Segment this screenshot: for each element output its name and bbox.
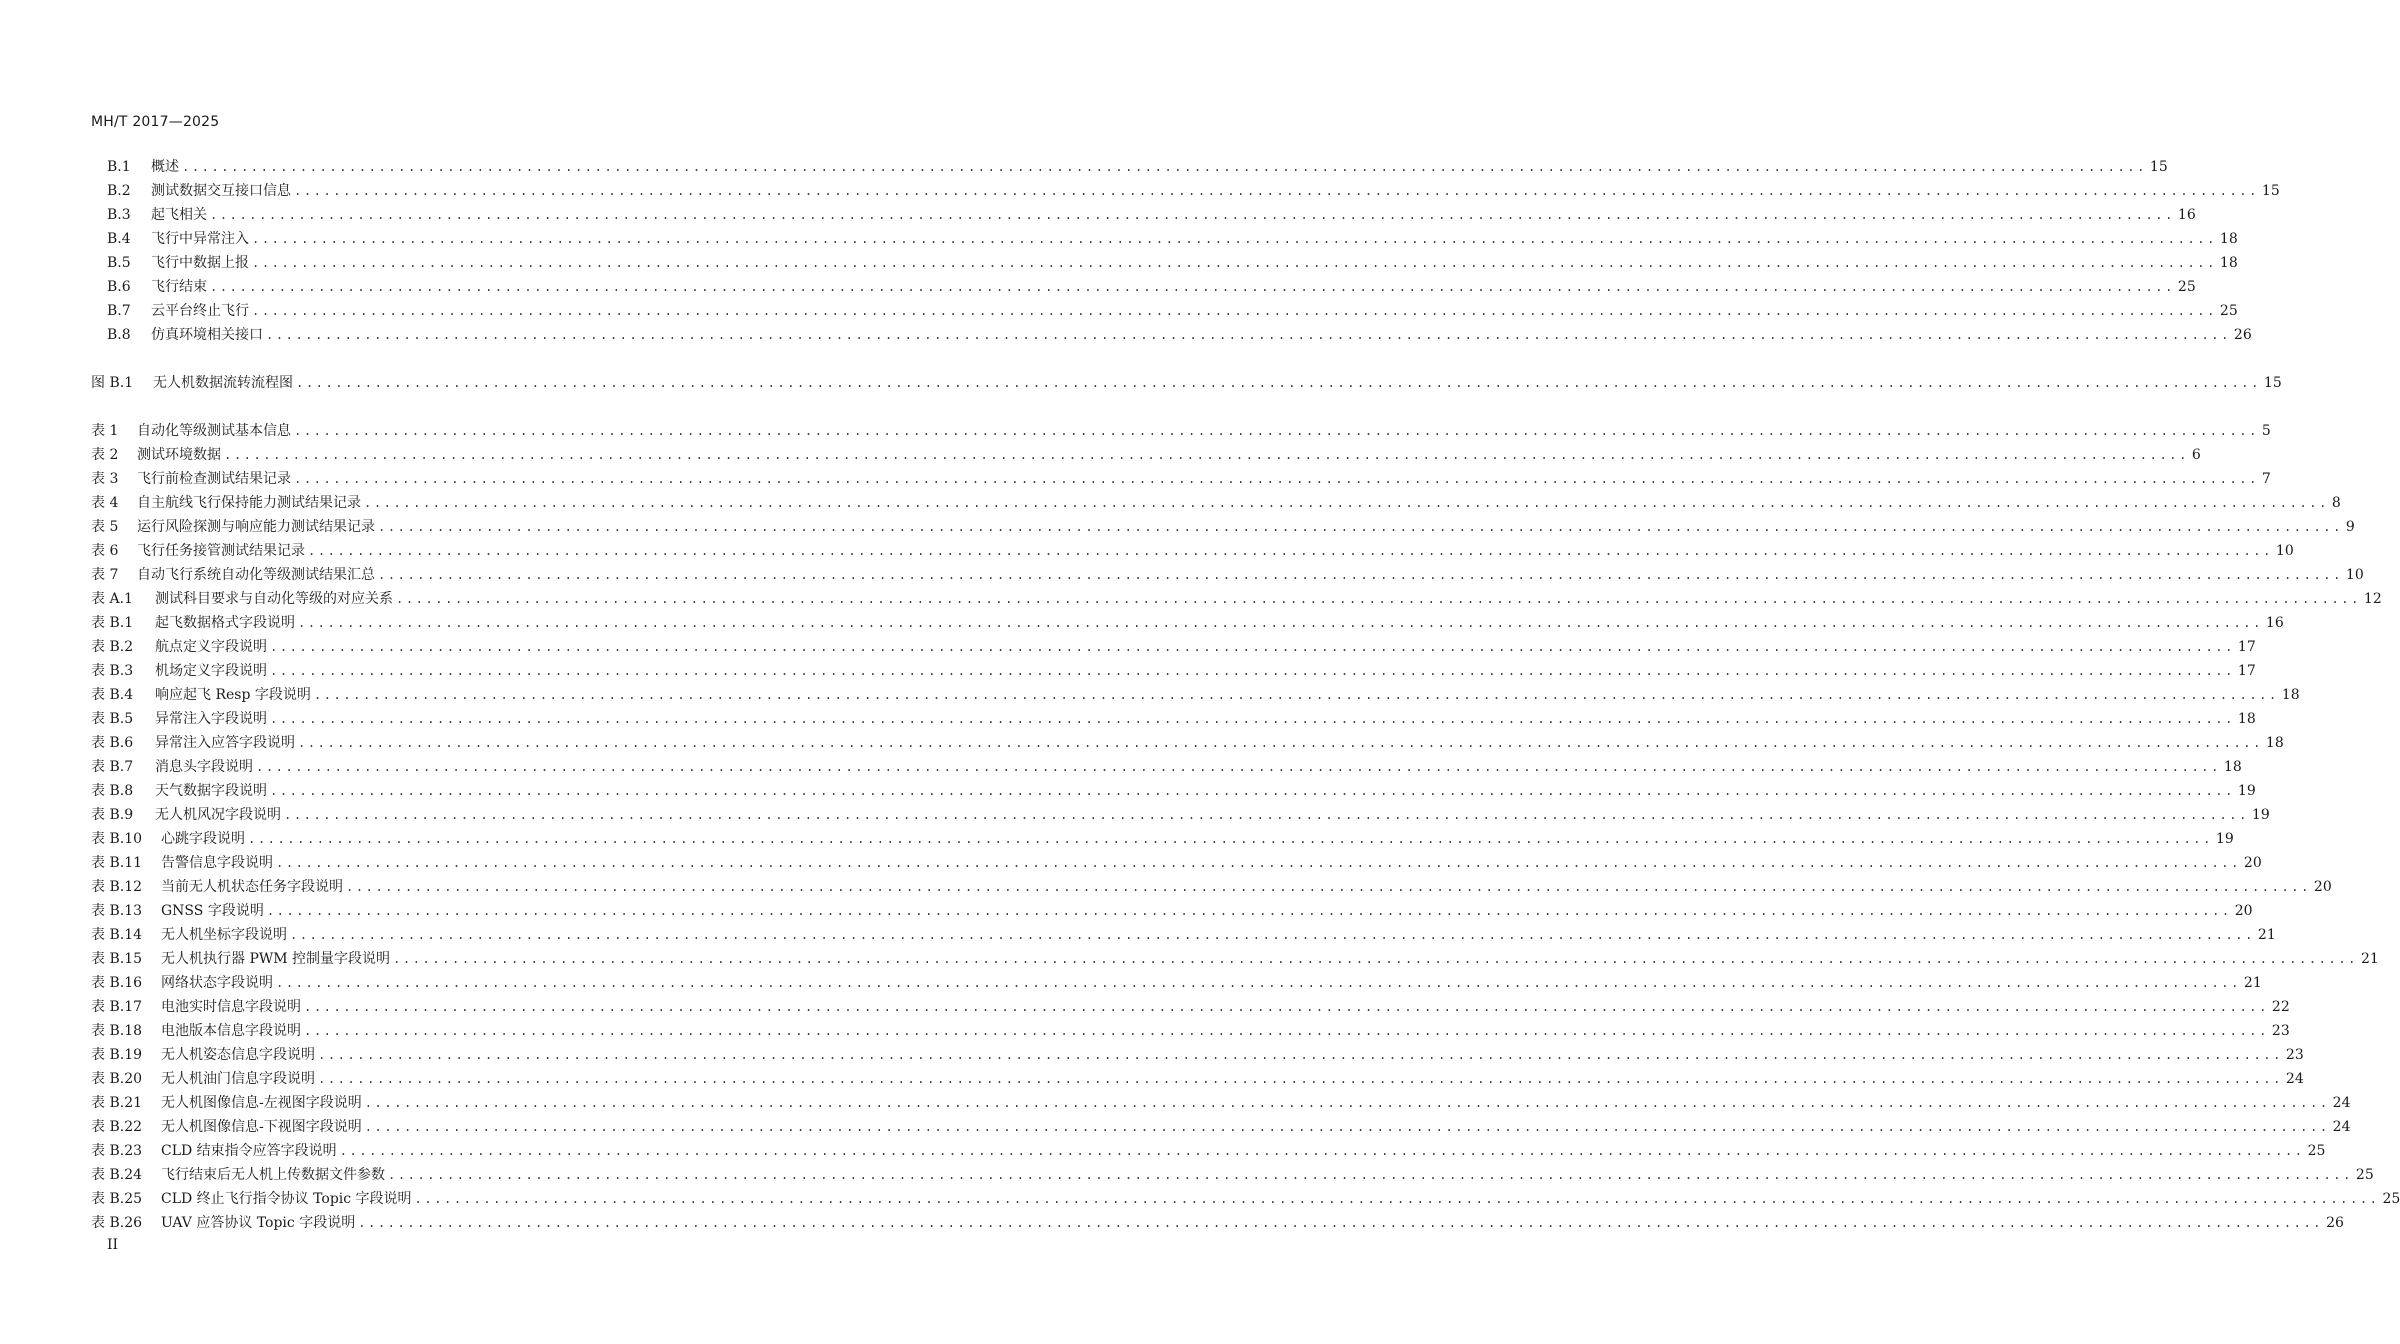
toc-entry-page: 24: [2332, 1095, 2351, 1111]
toc-entry-number: 表 B.2: [91, 639, 134, 655]
toc-entry[interactable]: [91, 419, 2271, 443]
toc-entry-number: B.3: [107, 207, 131, 223]
toc-entry-label: [91, 515, 375, 539]
toc-entry-label: [91, 611, 295, 635]
toc-entry[interactable]: [107, 251, 2238, 275]
toc-entry-page: 25: [2219, 303, 2238, 319]
toc-entry-number: 表 3: [91, 471, 119, 487]
toc-entry-label: [91, 1187, 412, 1211]
toc-dot-leader: ........................................................................................................................................................................................................: [308, 544, 2273, 558]
toc-entry-title: 飞行任务接管测试结果记录: [137, 543, 305, 559]
toc-entry-label: [91, 995, 301, 1019]
toc-entry-label: [91, 371, 293, 395]
toc-entry-label: [91, 635, 267, 659]
toc-entry-label: [91, 1043, 315, 1067]
toc-entry[interactable]: [91, 1043, 2304, 1067]
toc-entry-label: [91, 755, 253, 779]
toc-entry-title: 测试数据交互接口信息: [151, 183, 291, 199]
toc-entry-label: [91, 731, 295, 755]
toc-dot-leader: ........................................................................................................................................................................................................: [304, 1024, 2269, 1038]
toc-dot-leader: ........................................................................................................................................................................................................: [210, 280, 2175, 294]
toc-entry-title: 响应起飞 Resp 字段说明: [155, 687, 311, 703]
toc-entry-page: 15: [2263, 375, 2282, 391]
toc-entry-page: 18: [2219, 255, 2238, 271]
toc-entry-label: [91, 659, 267, 683]
toc-entry-page: 21: [2360, 951, 2379, 967]
toc-entry-number: 表 B.13: [91, 903, 143, 919]
toc-entry-number: 图 B.1: [91, 375, 134, 391]
toc-entry-page: 15: [2149, 159, 2168, 175]
toc-entry-number: 表 B.12: [91, 879, 143, 895]
toc-entry-page: 18: [2219, 231, 2238, 247]
toc-entry-page: 10: [2275, 543, 2294, 559]
toc-entry[interactable]: [91, 875, 2332, 899]
toc-entry-number: 表 B.16: [91, 975, 143, 991]
toc-entry[interactable]: [91, 851, 2262, 875]
toc-entry-number: 表 1: [91, 423, 119, 439]
toc-dot-leader: ........................................................................................................................................................................................................: [252, 256, 2217, 270]
toc-entry-number: 表 B.22: [91, 1119, 143, 1135]
toc-entry[interactable]: [91, 371, 2282, 395]
toc-entry-number: 表 B.20: [91, 1071, 143, 1087]
toc-entry-label: [91, 1019, 301, 1043]
toc-entry-page: 21: [2257, 927, 2276, 943]
toc-entry-label: [107, 299, 249, 323]
toc-entry-label: [91, 875, 343, 899]
toc-entry[interactable]: [91, 1139, 2326, 1163]
toc-entry-number: 表 4: [91, 495, 119, 511]
toc-entry-label: [91, 947, 390, 971]
toc-entry-label: [91, 1139, 337, 1163]
toc-entry-page: 10: [2345, 567, 2364, 583]
toc-entry-title: 航点定义字段说明: [155, 639, 267, 655]
toc-dot-leader: ........................................................................................................................................................................................................: [270, 784, 2235, 798]
toc-entry[interactable]: [91, 803, 2270, 827]
toc-entry[interactable]: [107, 155, 2168, 179]
toc-entry-page: 8: [2331, 495, 2341, 511]
toc-entry-number: B.6: [107, 279, 131, 295]
toc-entry-title: 无人机姿态信息字段说明: [161, 1047, 315, 1063]
toc-entry[interactable]: [91, 683, 2300, 707]
toc-entry-page: 24: [2285, 1071, 2304, 1087]
toc-dot-leader: ........................................................................................................................................................................................................: [364, 1120, 2330, 1134]
toc-entry-title: 电池版本信息字段说明: [161, 1023, 301, 1039]
toc-entry-number: 表 B.7: [91, 759, 134, 775]
toc-entry-title: 无人机数据流转流程图: [153, 375, 293, 391]
toc-entry-page: 26: [2233, 327, 2252, 343]
toc-entry-number: 表 B.11: [91, 855, 143, 871]
toc-entry-page: 22: [2271, 999, 2290, 1015]
toc-entry-title: 机场定义字段说明: [155, 663, 267, 679]
toc-entry-number: 表 B.9: [91, 807, 134, 823]
toc-entry-page: 19: [2215, 831, 2234, 847]
toc-entry-title: 飞行中数据上报: [151, 255, 249, 271]
toc-entry-page: 9: [2345, 519, 2355, 535]
toc-entry-title: 自动化等级测试基本信息: [137, 423, 291, 439]
toc-entry[interactable]: [91, 515, 2355, 539]
toc-entry-title: 自动飞行系统自动化等级测试结果汇总: [137, 567, 375, 583]
toc-entry-label: [91, 1067, 315, 1091]
toc-dot-leader: ........................................................................................................................................................................................................: [339, 1144, 2305, 1158]
toc-entry[interactable]: [91, 635, 2256, 659]
toc-entry[interactable]: [91, 467, 2271, 491]
toc-dot-leader: ........................................................................................................................................................................................................: [358, 1216, 2324, 1230]
toc-entry-page: 17: [2237, 663, 2256, 679]
toc-dot-leader: ........................................................................................................................................................................................................: [276, 976, 2241, 990]
toc-entry-number: 表 B.6: [91, 735, 134, 751]
toc-dot-leader: ........................................................................................................................................................................................................: [378, 568, 2343, 582]
toc-entry-title: 飞行结束: [151, 279, 207, 295]
toc-entry[interactable]: [91, 971, 2262, 995]
toc-entry-number: 表 B.25: [91, 1191, 143, 1207]
toc-entry-label: [91, 707, 267, 731]
toc-entry[interactable]: [91, 587, 2382, 611]
toc-dot-leader: ........................................................................................................................................................................................................: [296, 376, 2261, 390]
toc-entry-page: 19: [2251, 807, 2270, 823]
document-code: MH/T 2017—2025: [91, 114, 220, 130]
toc-entry-title: 电池实时信息字段说明: [161, 999, 301, 1015]
toc-dot-leader: ........................................................................................................................................................................................................: [252, 232, 2217, 246]
toc-dot-leader: ........................................................................................................................................................................................................: [393, 952, 2358, 966]
toc-entry[interactable]: [91, 443, 2201, 467]
toc-entry[interactable]: [91, 1163, 2374, 1187]
toc-dot-leader: ........................................................................................................................................................................................................: [210, 208, 2175, 222]
toc-entry-page: 24: [2332, 1119, 2351, 1135]
toc-entry-title: 概述: [151, 159, 179, 175]
toc-entry[interactable]: [91, 1091, 2351, 1115]
toc-entry-label: [91, 1115, 362, 1139]
toc-entry-label: [91, 827, 245, 851]
toc-entry-number: B.1: [107, 159, 131, 175]
toc-entry-label: [107, 323, 263, 347]
toc-entry-number: 表 B.14: [91, 927, 143, 943]
toc-entry-title: 运行风险探测与响应能力测试结果记录: [137, 519, 375, 535]
toc-entry-number: 表 B.18: [91, 1023, 143, 1039]
toc-entry[interactable]: [91, 995, 2290, 1019]
toc-dot-leader: ........................................................................................................................................................................................................: [248, 832, 2213, 846]
toc-entry-title: 仿真环境相关接口: [151, 327, 263, 343]
toc-entry[interactable]: [91, 707, 2256, 731]
toc-entry-page: 7: [2261, 471, 2271, 487]
toc-entry-page: 17: [2237, 639, 2256, 655]
toc-dot-leader: ........................................................................................................................................................................................................: [346, 880, 2311, 894]
toc-entry-title: CLD 终止飞行指令协议 Topic 字段说明: [161, 1191, 412, 1207]
toc-entry-label: [107, 179, 291, 203]
toc-entry-page: 18: [2281, 687, 2300, 703]
toc-entry-page: 20: [2243, 855, 2262, 871]
toc-entry-number: B.2: [107, 183, 131, 199]
toc-dot-leader: ........................................................................................................................................................................................................: [414, 1192, 2380, 1206]
toc-entry-number: B.7: [107, 303, 131, 319]
toc-entry-number: 表 B.17: [91, 999, 143, 1015]
toc-entry-title: CLD 结束指令应答字段说明: [161, 1143, 337, 1159]
toc-entry-number: 表 B.4: [91, 687, 134, 703]
toc-entry-title: 无人机坐标字段说明: [161, 927, 287, 943]
toc-entry-number: 表 A.1: [91, 591, 133, 607]
toc-dot-leader: ........................................................................................................................................................................................................: [294, 472, 2259, 486]
toc-dot-leader: ........................................................................................................................................................................................................: [388, 1168, 2353, 1182]
toc-entry-label: [91, 971, 273, 995]
toc-entry-number: 表 B.26: [91, 1215, 143, 1231]
toc-dot-leader: ........................................................................................................................................................................................................: [364, 1096, 2330, 1110]
toc-entry-title: 飞行中异常注入: [151, 231, 249, 247]
toc-entry-label: [91, 419, 291, 443]
page-number: II: [107, 1237, 119, 1253]
toc-entry-page: 23: [2271, 1023, 2290, 1039]
toc-dot-leader: ........................................................................................................................................................................................................: [318, 1072, 2283, 1086]
toc-entry-title: GNSS 字段说明: [161, 903, 264, 919]
toc-entry-title: 飞行结束后无人机上传数据文件参数: [161, 1167, 385, 1183]
toc-dot-leader: ........................................................................................................................................................................................................: [270, 640, 2235, 654]
toc-entry-label: [107, 155, 179, 179]
toc-entry-page: 25: [2355, 1167, 2374, 1183]
toc-entry-number: 表 B.8: [91, 783, 134, 799]
toc-entry-page: 25: [2382, 1191, 2400, 1207]
toc-dot-leader: ........................................................................................................................................................................................................: [252, 304, 2217, 318]
toc-entry-number: 表 B.3: [91, 663, 134, 679]
toc-entry-title: 心跳字段说明: [161, 831, 245, 847]
toc-entry[interactable]: [91, 563, 2364, 587]
toc-entry[interactable]: [107, 323, 2252, 347]
toc-entry-title: 当前无人机状态任务字段说明: [161, 879, 343, 895]
toc-dot-leader: ........................................................................................................................................................................................................: [298, 616, 2263, 630]
toc-entry-number: 表 B.10: [91, 831, 143, 847]
toc-dot-leader: ........................................................................................................................................................................................................: [313, 688, 2279, 702]
toc-entry-page: 18: [2237, 711, 2256, 727]
toc-entry[interactable]: [91, 1067, 2304, 1091]
toc-entry[interactable]: [91, 1211, 2344, 1235]
toc-entry-label: [91, 587, 393, 611]
toc-entry-number: B.8: [107, 327, 131, 343]
toc-entry-title: 起飞数据格式字段说明: [155, 615, 295, 631]
toc-dot-leader: ........................................................................................................................................................................................................: [318, 1048, 2283, 1062]
toc-dot-leader: ........................................................................................................................................................................................................: [276, 856, 2241, 870]
toc-entry-number: 表 B.19: [91, 1047, 143, 1063]
toc-entry-page: 23: [2285, 1047, 2304, 1063]
toc-entry-number: 表 6: [91, 543, 119, 559]
toc-entry[interactable]: [91, 611, 2284, 635]
toc-entry[interactable]: [91, 731, 2284, 755]
toc-entry-title: 无人机风况字段说明: [155, 807, 281, 823]
toc-entry-title: 无人机图像信息-下视图字段说明: [161, 1119, 362, 1135]
toc-entry-page: 25: [2177, 279, 2196, 295]
toc-entry-page: 20: [2234, 903, 2253, 919]
toc-entry-page: 16: [2177, 207, 2196, 223]
toc-dot-leader: ........................................................................................................................................................................................................: [256, 760, 2221, 774]
toc-entry-label: [91, 1163, 385, 1187]
toc-dot-leader: ........................................................................................................................................................................................................: [396, 592, 2361, 606]
toc-entry-title: 云平台终止飞行: [151, 303, 249, 319]
toc-entry-page: 6: [2191, 447, 2201, 463]
toc-entry-number: 表 B.23: [91, 1143, 143, 1159]
toc-entry[interactable]: [107, 203, 2196, 227]
toc-entry-number: B.4: [107, 231, 131, 247]
toc-entry-number: 表 5: [91, 519, 119, 535]
toc-entry-label: [91, 683, 311, 707]
toc-dot-leader: ........................................................................................................................................................................................................: [298, 736, 2263, 750]
toc-entry[interactable]: [107, 179, 2280, 203]
toc-entry[interactable]: [91, 1187, 2400, 1211]
toc-dot-leader: ........................................................................................................................................................................................................: [294, 424, 2259, 438]
toc-entry-number: 表 2: [91, 447, 119, 463]
toc-entry-label: [107, 251, 249, 275]
toc-entry[interactable]: [107, 299, 2238, 323]
toc-dot-leader: ........................................................................................................................................................................................................: [270, 712, 2235, 726]
toc-entry-title: 异常注入应答字段说明: [155, 735, 295, 751]
toc-entry-label: [91, 467, 291, 491]
toc-entry[interactable]: [91, 1019, 2290, 1043]
toc-entry-title: UAV 应答协议 Topic 字段说明: [161, 1215, 356, 1231]
toc-entry-label: [107, 203, 207, 227]
toc-entry-label: [91, 923, 287, 947]
toc-entry-label: [91, 851, 273, 875]
toc-entry[interactable]: [91, 539, 2294, 563]
toc-entry-page: 12: [2363, 591, 2382, 607]
toc-entry-label: [91, 563, 375, 587]
toc-entry-number: 表 B.1: [91, 615, 134, 631]
toc-entry-title: 测试科目要求与自动化等级的对应关系: [155, 591, 393, 607]
toc-entry-number: 表 B.5: [91, 711, 134, 727]
toc-entry-number: B.5: [107, 255, 131, 271]
toc-dot-leader: ........................................................................................................................................................................................................: [182, 160, 2147, 174]
toc-entry-number: 表 B.21: [91, 1095, 143, 1111]
toc-entry-page: 18: [2223, 759, 2242, 775]
toc-entry-page: 19: [2237, 783, 2256, 799]
toc-dot-leader: ........................................................................................................................................................................................................: [364, 496, 2329, 510]
toc-entry-title: 测试环境数据: [137, 447, 221, 463]
toc-entry-label: [107, 275, 207, 299]
toc-dot-leader: ........................................................................................................................................................................................................: [270, 664, 2235, 678]
toc-entry-page: 18: [2265, 735, 2284, 751]
toc-entry-title: 起飞相关: [151, 207, 207, 223]
toc-entry-label: [91, 803, 281, 827]
toc-entry-page: 20: [2313, 879, 2332, 895]
toc-entry[interactable]: [91, 659, 2256, 683]
toc-entry-label: [91, 1091, 362, 1115]
toc-entry[interactable]: [91, 947, 2379, 971]
toc-entry-number: 表 B.15: [91, 951, 143, 967]
toc-dot-leader: ........................................................................................................................................................................................................: [378, 520, 2343, 534]
toc-dot-leader: ........................................................................................................................................................................................................: [294, 184, 2259, 198]
toc-entry[interactable]: [91, 827, 2234, 851]
toc-dot-leader: ........................................................................................................................................................................................................: [266, 904, 2232, 918]
toc-entry-label: [91, 539, 305, 563]
toc-entry-title: 飞行前检查测试结果记录: [137, 471, 291, 487]
toc-entry[interactable]: [91, 755, 2242, 779]
toc-entry-number: 表 7: [91, 567, 119, 583]
toc-entry-label: [91, 491, 361, 515]
toc-entry-page: 5: [2261, 423, 2271, 439]
toc-entry-page: 26: [2326, 1215, 2344, 1231]
toc-entry-label: [107, 227, 249, 251]
toc-entry[interactable]: [91, 923, 2276, 947]
toc-entry[interactable]: [91, 1115, 2351, 1139]
toc-entry-title: 网络状态字段说明: [161, 975, 273, 991]
toc-entry[interactable]: [91, 491, 2341, 515]
toc-entry-title: 无人机执行器 PWM 控制量字段说明: [161, 951, 391, 967]
toc-entry-title: 告警信息字段说明: [161, 855, 273, 871]
toc-entry-label: [91, 899, 264, 923]
toc-entry[interactable]: [107, 227, 2238, 251]
toc-entry[interactable]: [91, 899, 2253, 923]
toc-dot-leader: ........................................................................................................................................................................................................: [284, 808, 2249, 822]
toc-entry[interactable]: [91, 779, 2256, 803]
toc-dot-leader: ........................................................................................................................................................................................................: [304, 1000, 2269, 1014]
toc-entry-title: 自主航线飞行保持能力测试结果记录: [137, 495, 361, 511]
toc-entry-page: 21: [2243, 975, 2262, 991]
toc-entry-page: 16: [2265, 615, 2284, 631]
toc-entry-title: 无人机图像信息-左视图字段说明: [161, 1095, 362, 1111]
toc-entry-number: 表 B.24: [91, 1167, 143, 1183]
toc-entry-label: [91, 779, 267, 803]
toc-entry-title: 异常注入字段说明: [155, 711, 267, 727]
toc-entry[interactable]: [107, 275, 2196, 299]
toc-entry-label: [91, 1211, 355, 1235]
toc-entry-page: 15: [2261, 183, 2280, 199]
toc-entry-page: 25: [2307, 1143, 2326, 1159]
toc-entry-title: 天气数据字段说明: [155, 783, 267, 799]
toc-entry-title: 消息头字段说明: [155, 759, 253, 775]
toc-dot-leader: ........................................................................................................................................................................................................: [224, 448, 2189, 462]
toc-dot-leader: ........................................................................................................................................................................................................: [266, 328, 2231, 342]
toc-entry-label: [91, 443, 221, 467]
toc-dot-leader: ........................................................................................................................................................................................................: [290, 928, 2255, 942]
toc-entry-title: 无人机油门信息字段说明: [161, 1071, 315, 1087]
